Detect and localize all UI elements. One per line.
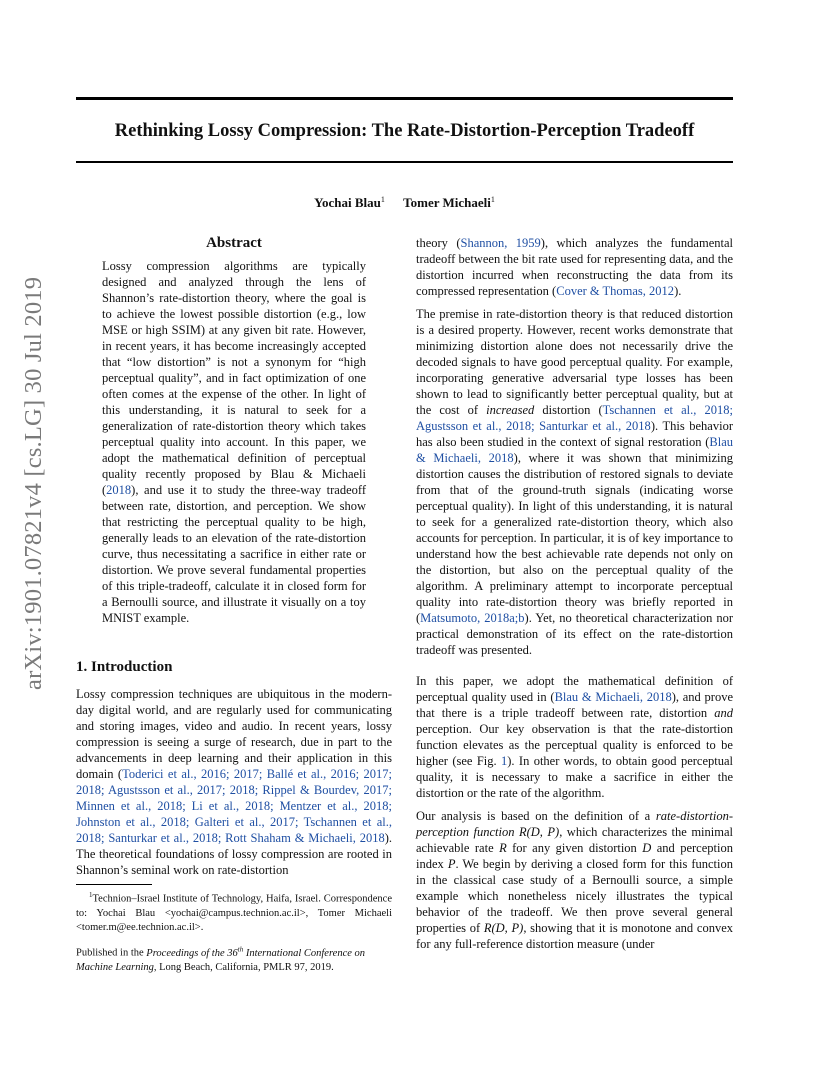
author-list [76,190,733,213]
citation-link[interactable]: Toderici et al., 2016; 2017; Ballé et al., 2016; 2017; 2018; Agustsson et al., 2017; 2018; Rippel & Bourdev, 2017; Minnen et al., 2018; Li et al., 2018; Mentzer et al., 2018; Johnston et al., 2018; Galteri et al., 2017; Tschannen et al., 2018; Santurkar et al., 2018; Rott Shaham & Michaeli, 2018 [76,767,392,845]
citation-link[interactable]: Tschannen et al., 2018; Agustsson et al., 2018; Santurkar et al., 2018 [416,403,733,433]
citation-link[interactable]: 2018 [106,483,132,497]
citation-link[interactable]: Shannon, 1959 [460,236,541,250]
citation-link[interactable]: Blau & Michaeli, 2018 [416,435,733,465]
citation-link[interactable]: Matsumoto, 2018a;b [420,611,525,625]
body-paragraph: The premise in rate-distortion theory is that reduced distortion is a desired property. However, recent works demonstrate that minimizing distortion alone does not necessarily drive the decoded signals to have good perceptual quality. For example, incorporating generative adversarial type losses has been shown to lead to significantly better perceptual quality, but at the cost of increased distortion (Tschannen et al., 2018; Agustsson et al., 2018; Santurkar et al., 2018). This behavior has also been studied in the context of signal restoration (Blau & Michaeli, 2018), where it was shown that minimizing distortion causes the distribution of restored signals to deviate from that of the ground-truth signals (indicating worse perceptual quality). In light of this understanding, it is natural to seek for a generalized rate-distortion theory, which also accounts for perception. In particular, it is of key importance to understand how the best achievable rate depends not only on the distortion, but also on the perceptual quality of the algorithm. A preliminary attempt to incorporate perceptual quality into rate-distortion theory was briefly reported in (Matsumoto, 2018a;b). Yet, no theoretical characterization nor practical demonstration of its effect on the rate-distortion tradeoff was presented. [416,307,734,657]
arxiv-watermark: arXiv:1901.07821v4 [cs.LG] 30 Jul 2019 [20,276,47,690]
body-paragraph: theory (Shannon, 1959), which analyzes the fundamental tradeoff between the bit rate used for representing data, and the distortion incurred when reconstructing the data from its compressed representation (Cover & Thomas, 2012). [416,236,733,298]
title-bottom-rule [76,161,733,163]
body-paragraph: Our analysis is based on the definition of a rate-distortion-perception function R(D, P), which characterizes the minimal achievable rate R for any given distortion D and perception index P. We begin by deriving a closed form for this function in the classical case study of a Bernoulli source, a simple example which nonetheless nicely illustrates the typical behavior of the tradeoff. We then prove several general properties of R(D, P), showing that it is monotone and convex for any full-reference distortion measure (under [416,809,733,951]
introduction-paragraph: Lossy compression techniques are ubiquitous in the modern-day digital world, and are regularly used for communicating and storing images, video and audio. In recent years, lossy compression is seeing a surge of research, due in part to the advancements in deep learning and their application in this domain (Toderici et al., 2016; 2017; Ballé et al., 2016; 2017; 2018; Agustsson et al., 2017; 2018; Rippel & Bourdev, 2017; Minnen et al., 2018; Li et al., 2018; Mentzer et al., 2018; Johnston et al., 2018; Galteri et al., 2017; Tschannen et al., 2018; Santurkar et al., 2018; Rott Shaham & Michaeli, 2018). The theoretical foundations of lossy compression are rooted in Shannon’s seminal work on rate-distortion [76,687,392,877]
abstract-text: Lossy compression algorithms are typically designed and analyzed through the lens of Shannon’s rate-distortion theory, where the goal is to achieve the lowest possible distortion (e.g., low MSE or high SSIM) at any given bit rate. However, in recent years, it has become increasingly accepted that “low distortion” is not a synonym for “high perceptual quality”, and in fact optimization of one often comes at the expense of the other. In light of this understanding, it is natural to seek for a generalization of rate-distortion theory which takes perceptual quality into account. In this paper, we adopt the mathematical definition of perceptual quality recently proposed by Blau & Michaeli (2018), and use it to study the three-way tradeoff between rate, distortion, and perception. We show that restricting the perceptual quality to be high, generally leads to an elevation of the rate-distortion curve, thus necessitating a sacrifice in either rate or distortion. We prove several fundamental properties of this triple-tradeoff, calculate it in closed form for a Bernoulli source, and illustrate it visually on a toy MNIST example. [102,259,366,625]
body-paragraph: In this paper, we adopt the mathematical definition of perceptual quality used in (Blau & Michaeli, 2018), and prove that there is a triple tradeoff between rate, distortion and perception. Our key observation is that the rate-distortion function elevates as the perceptual quality is enforced to be higher (see Fig. 1). In other words, to obtain good perceptual quality, it is necessary to make a sacrifice in either the distortion or the rate of the algorithm. [416,674,733,800]
publication-note: Published in the Proceedings of the 36th International Conference on Machine Learning, Long Beach, California, PMLR 97, 2019. [76,945,366,973]
title-top-rule [76,97,733,100]
author-name: Yochai Blau [314,195,381,210]
section-heading-introduction: 1. Introduction [76,659,173,675]
author-name: Tomer Michaeli [403,195,491,210]
paper-title: Rethinking Lossy Compression: The Rate-Distortion-Perception Tradeoff [114,121,695,141]
affiliation-footnote: $^1$Technion–Israel Institute of Technology, Haifa, Israel. Correspondence to: Yochai Blau <yochai@campus.technion.ac.il>, Tomer Michaeli <tomer.m@ee.technion.ac.il>. [76,891,392,933]
author-affiliation-mark: 1 [380,195,385,204]
author-affiliation-mark: 1 [490,195,495,204]
citation-link[interactable]: Cover & Thomas, 2012 [556,284,675,298]
figure-reference-link[interactable]: 1 [501,754,508,768]
citation-link[interactable]: Blau & Michaeli, 2018 [554,690,672,704]
abstract-heading: Abstract [206,235,262,251]
footnote-rule [76,884,152,885]
